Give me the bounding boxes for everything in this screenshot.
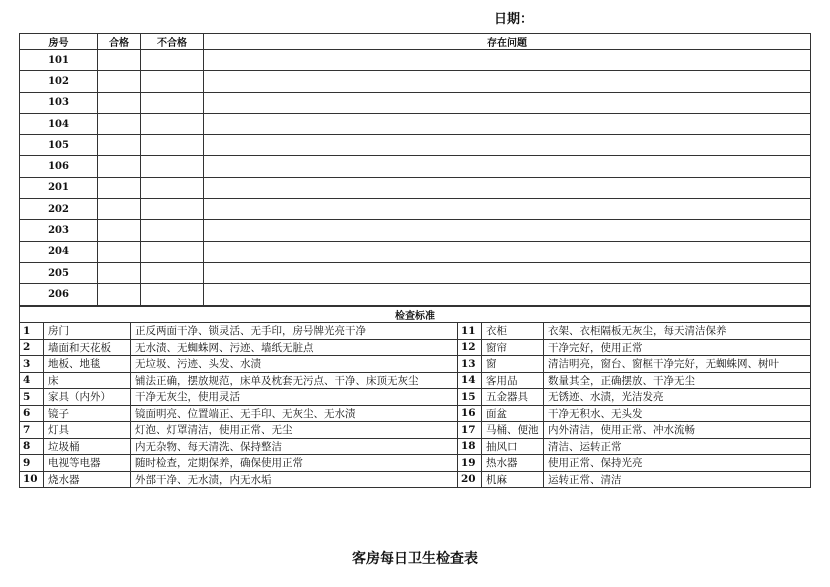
standard-criteria: 清洁明亮，窗台、窗框干净完好，无蜘蛛网、树叶 <box>544 356 811 373</box>
fail-cell[interactable] <box>141 241 204 262</box>
standard-number: 14 <box>458 372 482 389</box>
pass-cell[interactable] <box>98 71 141 92</box>
fail-cell[interactable] <box>141 92 204 113</box>
standard-criteria: 无垃圾、污迹、头发、水渍 <box>131 356 458 373</box>
standard-item: 垃圾桶 <box>44 438 131 455</box>
standard-number: 13 <box>458 356 482 373</box>
table-row <box>20 220 811 241</box>
standard-number: 20 <box>458 471 482 488</box>
header-fail: 不合格 <box>141 34 204 50</box>
standard-number: 2 <box>20 339 44 356</box>
standards-title-row <box>20 307 811 323</box>
standard-criteria: 正反两面干净、锁灵活、无手印，房号牌光亮干净 <box>131 323 458 340</box>
fail-cell[interactable] <box>141 220 204 241</box>
issues-cell[interactable] <box>204 71 811 92</box>
issues-cell[interactable] <box>204 241 811 262</box>
standard-item: 五金器具 <box>482 389 544 406</box>
standard-item: 地板、地毯 <box>44 356 131 373</box>
standards-title: 检查标准 <box>20 307 811 323</box>
standard-item: 家具（内外） <box>44 389 131 406</box>
standard-item: 烧水器 <box>44 471 131 488</box>
standard-item: 电视等电器 <box>44 455 131 472</box>
standards-table <box>19 306 811 488</box>
fail-cell[interactable] <box>141 262 204 283</box>
issues-cell[interactable] <box>204 284 811 305</box>
standard-number: 18 <box>458 438 482 455</box>
issues-cell[interactable] <box>204 135 811 156</box>
table-row <box>20 113 811 134</box>
standard-number: 3 <box>20 356 44 373</box>
header-room: 房号 <box>20 34 98 50</box>
standard-row <box>20 339 811 356</box>
standard-criteria: 铺法正确，摆放规范，床单及枕套无污点、干净、床顶无灰尘 <box>131 372 458 389</box>
standard-criteria: 干净无积水、无头发 <box>544 405 811 422</box>
standard-number: 10 <box>20 471 44 488</box>
room-table-header <box>20 34 811 50</box>
standard-row <box>20 438 811 455</box>
standard-number: 12 <box>458 339 482 356</box>
standard-number: 16 <box>458 405 482 422</box>
standard-row <box>20 372 811 389</box>
table-row <box>20 284 811 305</box>
standard-item: 墙面和天花板 <box>44 339 131 356</box>
pass-cell[interactable] <box>98 50 141 71</box>
standard-item: 灯具 <box>44 422 131 439</box>
issues-cell[interactable] <box>204 220 811 241</box>
standard-item: 窗 <box>482 356 544 373</box>
standard-item: 窗帘 <box>482 339 544 356</box>
standard-item: 房门 <box>44 323 131 340</box>
fail-cell[interactable] <box>141 71 204 92</box>
standard-item: 衣柜 <box>482 323 544 340</box>
issues-cell[interactable] <box>204 50 811 71</box>
fail-cell[interactable] <box>141 50 204 71</box>
standard-item: 抽风口 <box>482 438 544 455</box>
standard-number: 7 <box>20 422 44 439</box>
standard-item: 机麻 <box>482 471 544 488</box>
table-row <box>20 135 811 156</box>
standard-number: 5 <box>20 389 44 406</box>
standard-number: 4 <box>20 372 44 389</box>
standard-item: 镜子 <box>44 405 131 422</box>
pass-cell[interactable] <box>98 135 141 156</box>
standard-row <box>20 405 811 422</box>
page-title: 客房每日卫生检查表 <box>352 551 478 567</box>
issues-cell[interactable] <box>204 262 811 283</box>
room-number: 206 <box>20 284 98 305</box>
room-number: 103 <box>20 92 98 113</box>
issues-cell[interactable] <box>204 199 811 220</box>
standard-item: 客用品 <box>482 372 544 389</box>
fail-cell[interactable] <box>141 156 204 177</box>
pass-cell[interactable] <box>98 113 141 134</box>
room-number: 201 <box>20 177 98 198</box>
pass-cell[interactable] <box>98 199 141 220</box>
pass-cell[interactable] <box>98 241 141 262</box>
issues-cell[interactable] <box>204 113 811 134</box>
table-row <box>20 92 811 113</box>
standard-item: 热水器 <box>482 455 544 472</box>
standard-row <box>20 356 811 373</box>
standard-criteria: 清洁、运转正常 <box>544 438 811 455</box>
room-number: 104 <box>20 113 98 134</box>
standard-criteria: 内无杂物、每天清洗、保持整洁 <box>131 438 458 455</box>
standard-item: 床 <box>44 372 131 389</box>
standard-number: 6 <box>20 405 44 422</box>
fail-cell[interactable] <box>141 199 204 220</box>
pass-cell[interactable] <box>98 220 141 241</box>
standard-number: 8 <box>20 438 44 455</box>
standard-number: 1 <box>20 323 44 340</box>
issues-cell[interactable] <box>204 177 811 198</box>
standard-criteria: 衣架、衣柜隔板无灰尘，每天清洁保养 <box>544 323 811 340</box>
standard-row <box>20 455 811 472</box>
pass-cell[interactable] <box>98 156 141 177</box>
pass-cell[interactable] <box>98 177 141 198</box>
date-label: 日期： <box>494 12 534 27</box>
room-inspection-table <box>19 33 811 306</box>
standard-criteria: 干净无灰尘，使用灵活 <box>131 389 458 406</box>
header-issues: 存在问题 <box>204 34 811 50</box>
issues-cell[interactable] <box>204 156 811 177</box>
room-number: 202 <box>20 199 98 220</box>
standard-criteria: 镜面明亮、位置端正、无手印、无灰尘、无水渍 <box>131 405 458 422</box>
room-number: 105 <box>20 135 98 156</box>
standard-criteria: 灯泡、灯罩清洁，使用正常、无尘 <box>131 422 458 439</box>
fail-cell[interactable] <box>141 113 204 134</box>
standard-number: 19 <box>458 455 482 472</box>
fail-cell[interactable] <box>141 135 204 156</box>
standard-number: 11 <box>458 323 482 340</box>
fail-cell[interactable] <box>141 177 204 198</box>
table-row <box>20 71 811 92</box>
standard-criteria: 无水渍、无蜘蛛网、污迹、墙纸无脏点 <box>131 339 458 356</box>
standard-criteria: 数量其全，正确摆放、干净无尘 <box>544 372 811 389</box>
pass-cell[interactable] <box>98 92 141 113</box>
room-number: 101 <box>20 50 98 71</box>
standard-row <box>20 422 811 439</box>
pass-cell[interactable] <box>98 284 141 305</box>
table-row <box>20 177 811 198</box>
header-pass: 合格 <box>98 34 141 50</box>
table-row <box>20 199 811 220</box>
fail-cell[interactable] <box>141 284 204 305</box>
pass-cell[interactable] <box>98 262 141 283</box>
standard-item: 马桶、便池 <box>482 422 544 439</box>
standard-criteria: 运转正常、清洁 <box>544 471 811 488</box>
standard-row <box>20 323 811 340</box>
standard-criteria: 无锈迹、水渍，光洁发亮 <box>544 389 811 406</box>
room-number: 205 <box>20 262 98 283</box>
standard-item: 面盆 <box>482 405 544 422</box>
room-number: 204 <box>20 241 98 262</box>
standard-criteria: 外部干净、无水渍，内无水垢 <box>131 471 458 488</box>
standard-number: 15 <box>458 389 482 406</box>
room-number: 106 <box>20 156 98 177</box>
standard-row <box>20 389 811 406</box>
standard-number: 17 <box>458 422 482 439</box>
table-row <box>20 156 811 177</box>
room-number: 203 <box>20 220 98 241</box>
standard-row <box>20 471 811 488</box>
room-number: 102 <box>20 71 98 92</box>
standard-number: 9 <box>20 455 44 472</box>
standard-criteria: 干净完好，使用正常 <box>544 339 811 356</box>
standard-criteria: 随时检查，定期保养，确保使用正常 <box>131 455 458 472</box>
standard-criteria: 内外清洁，使用正常、冲水流畅 <box>544 422 811 439</box>
standard-criteria: 使用正常、保持光亮 <box>544 455 811 472</box>
table-row <box>20 50 811 71</box>
table-row <box>20 241 811 262</box>
table-row <box>20 262 811 283</box>
issues-cell[interactable] <box>204 92 811 113</box>
